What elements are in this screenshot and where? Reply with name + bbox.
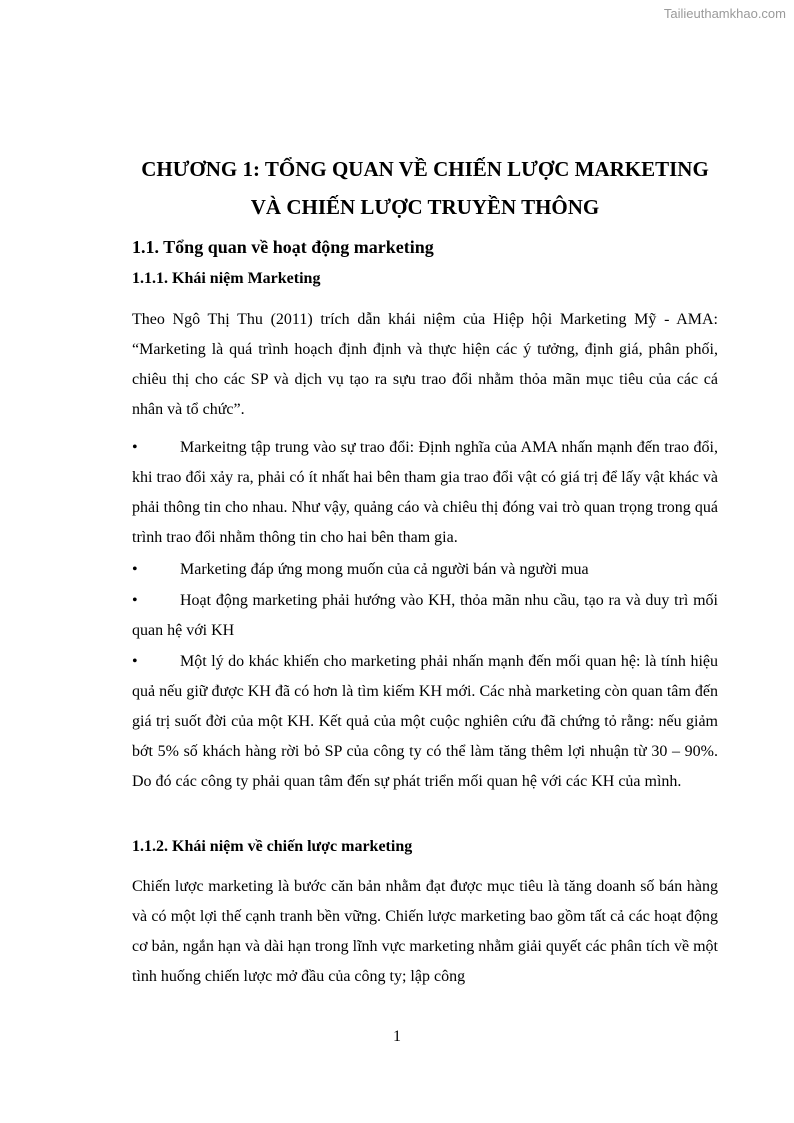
- bullet-item: [132, 555, 718, 585]
- chapter-title-line-2: VÀ CHIẾN LƯỢC TRUYỀN THÔNG: [250, 195, 600, 219]
- bullet-icon: •: [132, 561, 138, 578]
- paragraph-definition: Theo Ngô Thị Thu (2011) trích dẫn khái niệm của Hiệp hội Marketing Mỹ - AMA: “Marketing là quá trình hoạch định định và thực hiện các ý tưởng, định giá, phân phối, chiêu thị cho các SP và dịch vụ tạo ra sựu trao đổi nhằm thỏa mãn mục tiêu của các cá nhân và tổ chức”.: [132, 311, 718, 418]
- bullet-item: [132, 433, 718, 553]
- bullet-text: Hoạt động marketing phải hướng vào KH, thỏa mãn nhu cầu, tạo ra và duy trì mối quan hệ với KH: [132, 592, 718, 639]
- bullet-text: Markeitng tập trung vào sự trao đổi: Định nghĩa của AMA nhấn mạnh đến trao đổi, khi trao đổi xảy ra, phải có ít nhất hai bên tham gia trao đổi vật có giá trị để lấy vật khác và phải thông tin cho nhau. Như vậy, quảng cáo và chiêu thị đóng vai trò quan trọng trong quá trình trao đổi nhằm thông tin cho hai bên tham gia.: [132, 439, 718, 546]
- chapter-title-line-1: CHƯƠNG 1: TỔNG QUAN VỀ CHIẾN LƯỢC MARKETING: [141, 157, 709, 181]
- section-heading-1-1-1: 1.1.1. Khái niệm Marketing: [132, 270, 321, 287]
- watermark: Tailieuthamkhao.com: [663, 6, 786, 21]
- page-number: 1: [393, 1028, 401, 1045]
- bullet-text: Marketing đáp ứng mong muốn của cả người bán và người mua: [180, 561, 589, 578]
- bullet-item: [132, 586, 718, 646]
- section-heading-1-1: 1.1. Tổng quan về hoạt động marketing: [132, 237, 434, 257]
- bullet-item: [132, 647, 718, 797]
- bullet-icon: •: [132, 653, 138, 670]
- section-heading-1-1-2: 1.1.2. Khái niệm về chiến lược marketing: [132, 838, 413, 855]
- bullet-icon: •: [132, 592, 138, 609]
- bullet-icon: •: [132, 439, 138, 456]
- paragraph-strategy: Chiến lược marketing là bước căn bản nhằm đạt được mục tiêu là tăng doanh số bán hàng và có một lợi thế cạnh tranh bền vững. Chiến lược marketing bao gồm tất cả các hoạt động cơ bản, ngắn hạn và dài hạn trong lĩnh vực marketing nhằm giải quyết các phân tích về một tình huống chiến lược mở đầu của công ty; lập công: [132, 878, 718, 985]
- bullet-text: Một lý do khác khiến cho marketing phải nhấn mạnh đến mối quan hệ: là tính hiệu quả nếu giữ được KH đã có hơn là tìm kiếm KH mới. Các nhà marketing còn quan tâm đến giá trị suốt đời của một KH. Kết quả của một cuộc nghiên cứu đã chứng tỏ rằng: nếu giảm bớt 5% số khách hàng rời bỏ SP của công ty có thể làm tăng thêm lợi nhuận từ 30 – 90%. Do đó các công ty phải quan tâm đến sự phát triển mối quan hệ với các KH của mình.: [132, 653, 718, 790]
